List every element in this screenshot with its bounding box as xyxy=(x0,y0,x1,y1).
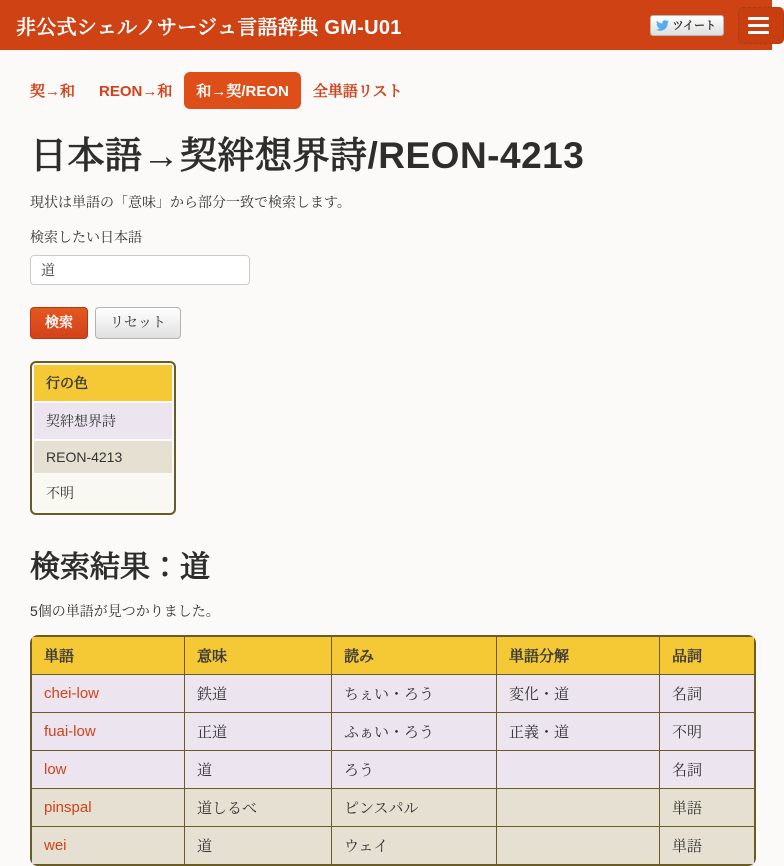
meaning-cell: 鉄道 xyxy=(184,674,331,712)
word-link[interactable]: chei-low xyxy=(44,684,100,702)
column-header-word: 単語 xyxy=(32,637,184,674)
search-form xyxy=(30,227,742,339)
nav-tabs xyxy=(18,72,742,109)
nav-tab-all-words[interactable]: 全単語リスト xyxy=(312,83,403,100)
results-title: 検索結果：道 xyxy=(30,550,210,584)
legend-row xyxy=(34,403,172,439)
reading-cell: ウェイ xyxy=(331,826,496,864)
decomposition-cell xyxy=(496,750,659,788)
reset-button[interactable]: リセット xyxy=(95,307,181,339)
word-link[interactable]: low xyxy=(44,760,67,778)
pos-cell: 不明 xyxy=(659,712,754,750)
legend-cell-reon4213: REON-4213 xyxy=(34,441,172,473)
meaning-cell: 道 xyxy=(184,826,331,864)
page-content xyxy=(0,72,772,866)
app-header xyxy=(0,0,772,50)
twitter-icon xyxy=(656,19,669,32)
reading-cell: ふぁい・ろう xyxy=(331,712,496,750)
page-description: 現状は単語の「意味」から部分一致で検索します。 xyxy=(30,194,351,210)
pos-cell: 名詞 xyxy=(659,674,754,712)
legend-header: 行の色 xyxy=(34,365,172,401)
table-row xyxy=(32,750,754,788)
column-header-pos: 品詞 xyxy=(659,637,754,674)
word-link[interactable]: pinspal xyxy=(44,798,92,816)
legend-cell-unknown: 不明 xyxy=(34,475,172,511)
decomposition-cell: 変化・道 xyxy=(496,674,659,712)
pos-cell: 単語 xyxy=(659,826,754,864)
results-count-text: 5個の単語が見つかりました。 xyxy=(30,602,220,619)
app-title: 非公式シェルノサージュ言語辞典 GM-U01 xyxy=(16,16,402,39)
tweet-button-label: ツイート xyxy=(672,20,716,32)
table-row xyxy=(32,826,754,864)
table-row xyxy=(32,712,754,750)
legend-cell-keihansoukaishi: 契絆想界詩 xyxy=(34,403,172,439)
nav-tab-wa-to-kei-reon[interactable]: 和→契/REON xyxy=(184,72,301,109)
reading-cell: ちぇい・ろう xyxy=(331,674,496,712)
table-row xyxy=(32,788,754,826)
column-header-decomposition: 単語分解 xyxy=(496,637,659,674)
results-header-row xyxy=(32,637,754,674)
reading-cell: ろう xyxy=(331,750,496,788)
meaning-cell: 正道 xyxy=(184,712,331,750)
decomposition-cell: 正義・道 xyxy=(496,712,659,750)
pos-cell: 名詞 xyxy=(659,750,754,788)
meaning-cell: 道しるべ xyxy=(184,788,331,826)
word-link[interactable]: wei xyxy=(44,836,67,854)
hamburger-icon xyxy=(748,17,769,20)
legend-header-row xyxy=(34,365,172,401)
hamburger-menu-button[interactable] xyxy=(738,7,784,44)
results-table xyxy=(30,635,756,866)
decomposition-cell xyxy=(496,826,659,864)
reading-cell: ピンスパル xyxy=(331,788,496,826)
pos-cell: 単語 xyxy=(659,788,754,826)
word-link[interactable]: fuai-low xyxy=(44,722,96,740)
column-header-meaning: 意味 xyxy=(184,637,331,674)
legend-row xyxy=(34,441,172,473)
page-title: 日本語→契絆想界詩/REON-4213 xyxy=(30,135,585,176)
nav-tab-kei-to-wa[interactable]: 契→和 xyxy=(30,83,76,100)
nav-tab-reon-to-wa[interactable]: REON→和 xyxy=(99,83,173,100)
button-row xyxy=(30,307,742,339)
tweet-button[interactable] xyxy=(650,15,724,36)
legend-row xyxy=(34,475,172,511)
search-input-label: 検索したい日本語 xyxy=(30,229,142,245)
search-input[interactable] xyxy=(30,255,250,285)
column-header-reading: 読み xyxy=(331,637,496,674)
search-button[interactable]: 検索 xyxy=(30,307,88,339)
decomposition-cell xyxy=(496,788,659,826)
table-row xyxy=(32,674,754,712)
row-color-legend-table xyxy=(30,361,176,515)
meaning-cell: 道 xyxy=(184,750,331,788)
